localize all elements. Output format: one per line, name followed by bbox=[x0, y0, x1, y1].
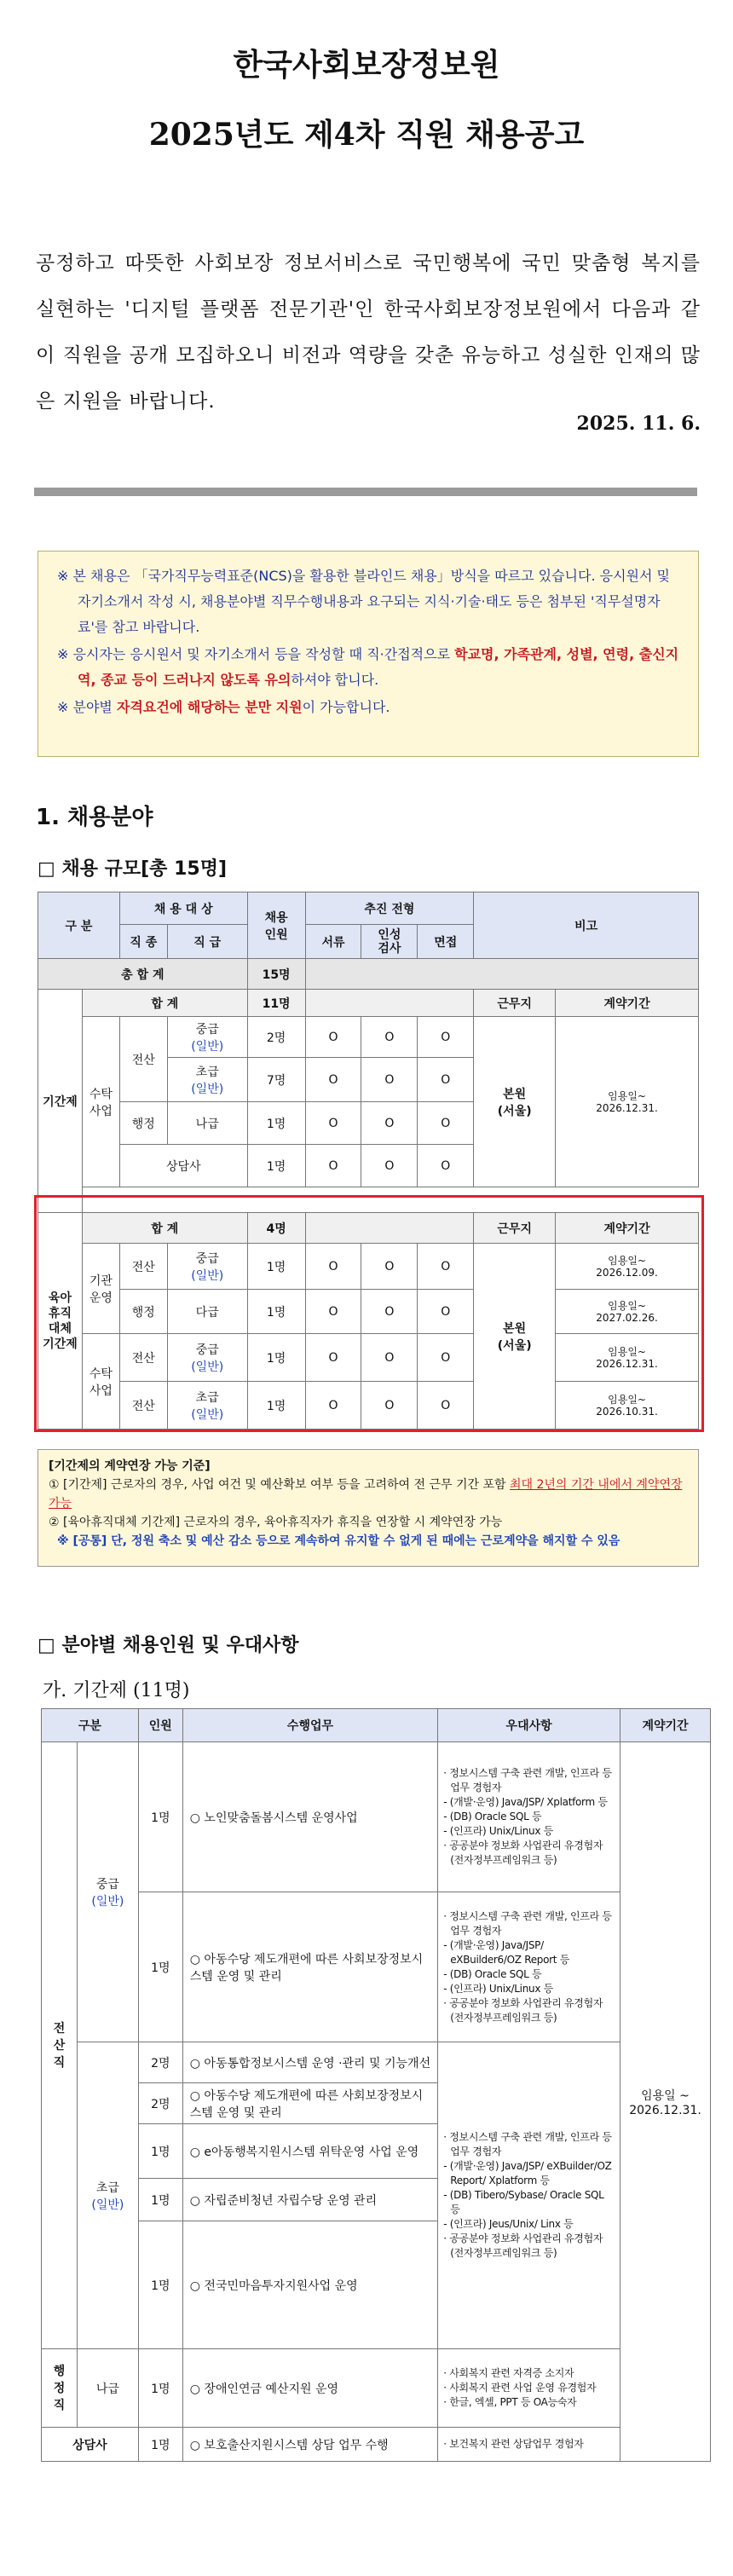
notice-item: ※ 응시자는 응시원서 및 자기소개서 등을 작성할 때 직·간접적으로 학교명, 가족관계, 성별, 연령, 출신지역, 종교 등이 드러나지 않도록 유의하셔야 합니다. bbox=[57, 646, 679, 688]
pref-list-5: · 보건복지 관련 상담업무 경험자 bbox=[438, 2428, 620, 2462]
criteria-note: ※ [공통] 단, 정원 축소 및 예산 감소 등으로 계속하여 유지할 수 없게 된 때에는 근로계약을 해지할 수 있음 bbox=[57, 1534, 620, 1548]
pref-list-3: · 정보시스템 구축 관련 개발, 인프라 등 업무 경험자 - (개발·운영) Java/JSP/ eXBuilder/OZ Report/ Xplatform 등 - (DB) Tibero/Sybase/ Oracle SQL 등 - (인프라) Jeus/Unix/ Linx 등 · 공공분야 정보화 사업관리 유경험자(전자정부프레임워크 등) bbox=[438, 2042, 620, 2349]
section-heading: 1. 채용분야 bbox=[36, 805, 153, 830]
total-label: 총 합 계 bbox=[38, 959, 248, 990]
recruitment-scale-table: 구 분 채 용 대 상 채용 인원 추진 전형 비고 직 종 직 급 서류 인성 검사 면접 총 합 계 15명 기간제 합 계 11명 근무지 계약기간 수탁 사업 전산 중급 (일반) 2명 O O O 본원 (서울) 임용일~ 2026.12.31. 초급 (일반) 7명 O O O 행정 나급 1명 O O O 상담사 1명 O O O 육아 휴직 대체 기간제 합 계 4명 근무지 계약기간 기관 운영 전산 중급 (일반) 1명 O O O 본원 (서울) 임용일~ 2026.12.09. 행정 다급 1명 O O O 임용일~ 2027.02.26. 수탁 사업 전산 중급 (일반) 1명 O O O 임용일~ 2026.12.31. 전산 초급 (일반) 1명 O O O 임용일~ 2026.10.31. bbox=[38, 892, 699, 1430]
notice-box bbox=[38, 551, 699, 757]
page-title: 2025년도 제4차 직원 채용공고 bbox=[148, 117, 585, 153]
pref-list-2: · 정보시스템 구축 관련 개발, 인프라 등 업무 경험자 - (개발·운영) Java/JSP/ eXBuilder6/OZ Report 등 - (DB) Oracle SQL 등 - (인프라) Unix/Linux 등 · 공공분야 정보화 사업관리 유경험자(전자정부프레임워크 등) bbox=[438, 1892, 620, 2042]
contract-extension-criteria: [기간제의 계약연장 가능 기준] ① [기간제] 근로자의 경우, 사업 여건 및 예산확보 여부 등을 고려하여 전 근무 기간 포함 최대 2년의 기간 내에서 계약연장 가능 ② [육아휴직대체 기간제] 근로자의 경우, 육아휴직자가 휴직을 연장할 시 계약연장 가능 ※ [공통] 단, 정원 축소 및 예산 감소 등으로 계속하여 유지할 수 없게 된 때에는 근로계약을 해지할 수 있음 bbox=[38, 1449, 699, 1567]
criteria-item: ② [육아휴직대체 기간제] 근로자의 경우, 육아휴직자가 휴직을 연장할 시 계약연장 가능 bbox=[49, 1516, 503, 1529]
intro-paragraph: 공정하고 따뜻한 사회보장 정보서비스로 국민행복에 국민 맞춤형 복지를 실현하는 '디지털 플랫폼 전문기관'인 한국사회보장정보원에서 다음과 같이 직원을 공개 모집하오니 비전과 역량을 갖춘 유능하고 성실한 인재의 많은 지원을 바랍니다. bbox=[36, 252, 701, 413]
org-name: 한국사회보장정보원 bbox=[233, 47, 500, 83]
criteria-item: ① [기간제] 근로자의 경우, 사업 여건 및 예산확보 여부 등을 고려하여 전 근무 기간 포함 최대 2년의 기간 내에서 계약연장 가능 bbox=[49, 1478, 683, 1510]
pref-list-1: · 정보시스템 구축 관련 개발, 인프라 등 업무 경험자 - (개발·운영) Java/JSP/ Xplatform 등 - (DB) Oracle SQL 등 - (인프라) Unix/Linux 등 · 공공분야 정보화 사업관리 유경험자(전자정부프레임워크 등) bbox=[438, 1742, 620, 1892]
notice-item: ※ 본 채용은 「국가직무능력표준(NCS)을 활용한 블라인드 채용」방식을 따르고 있습니다. 응시원서 및 자기소개서 작성 시, 채용분야별 직무수행내용과 요구되는 지식·기술·태도 등은 첨부된 '직무설명자료'를 참고 바랍니다. bbox=[57, 568, 671, 635]
pref-list-4: · 사회복지 관련 자격증 소지자 · 사회복지 관련 사업 운영 유경험자 · 한글, 엑셀, PPT 등 OA능숙자 bbox=[438, 2349, 620, 2428]
total-count: 15명 bbox=[247, 959, 305, 990]
divider bbox=[34, 488, 697, 496]
subsection-heading: □ 분야별 채용인원 및 우대사항 bbox=[38, 1635, 299, 1656]
sub-heading: 가. 기간제 (11명) bbox=[43, 1680, 190, 1701]
fixed-term-detail-table: 구분 인원 수행업무 우대사항 계약기간 전 산 직 중급 (일반) 1명 ○ 노인맞춤돌봄시스템 운영사업 · 정보시스템 구축 관련 개발, 인프라 등 업무 경험자 - (개발·운영) Java/JSP/ Xplatform 등 - (DB) Oracle SQL 등 - (인프라) Unix/Linux 등 · 공공분야 정보화 사업관리 유경험자(전자정부프레임워크 등) 임용일 ~ 2026.12.31. 1명 ○ 아동수당 제도개편에 따른 사회보장정보시스템 운영 및 관리 · 정보시스템 구축 관련 개발, 인프라 등 업무 경험자 - (개발·운영) Java/JSP/ eXBuilder6/OZ Report 등 - (DB) Oracle SQL 등 - (인프라) Unix/Linux 등 · 공공분야 정보화 사업관리 유경험자(전자정부프레임워크 등) 초급 (일반) 2명 ○ 아동통합정보시스템 운영 ·관리 및 기능개선 · 정보시스템 구축 관련 개발, 인프라 등 업무 경험자 - (개발·운영) Java/JSP/ eXBuilder/OZ Report/ Xplatform 등 - (DB) Tibero/Sybase/ Oracle SQL 등 - (인프라) Jeus/Unix/ Linx 등 · 공공분야 정보화 사업관리 유경험자(전자정부프레임워크 등) 2명 ○ 아동수당 제도개편에 따른 사회보장정보시스템 운영 및 관리 1명 ○ e아동행복지원시스템 위탁운영 사업 운영 1명 ○ 자립준비청년 자립수당 운영 관리 1명 ○ 전국민마음투자지원사업 운영 행 정 직 나급 1명 ○ 장애인연금 예산지원 운영 · 사회복지 관련 자격증 소지자 · 사회복지 관련 사업 운영 유경험자 · 한글, 엑셀, PPT 등 OA능숙자 상담사 1명 ○ 보호출산지원시스템 상담 업무 수행 · 보건복지 관련 상담업무 경험자 bbox=[41, 1708, 711, 2462]
announcement-date: 2025. 11. 6. bbox=[576, 413, 701, 435]
notice-item: ※ 분야별 자격요건에 해당하는 분만 지원이 가능합니다. bbox=[57, 699, 390, 715]
subsection-heading: □ 채용 규모[총 15명] bbox=[38, 858, 228, 880]
